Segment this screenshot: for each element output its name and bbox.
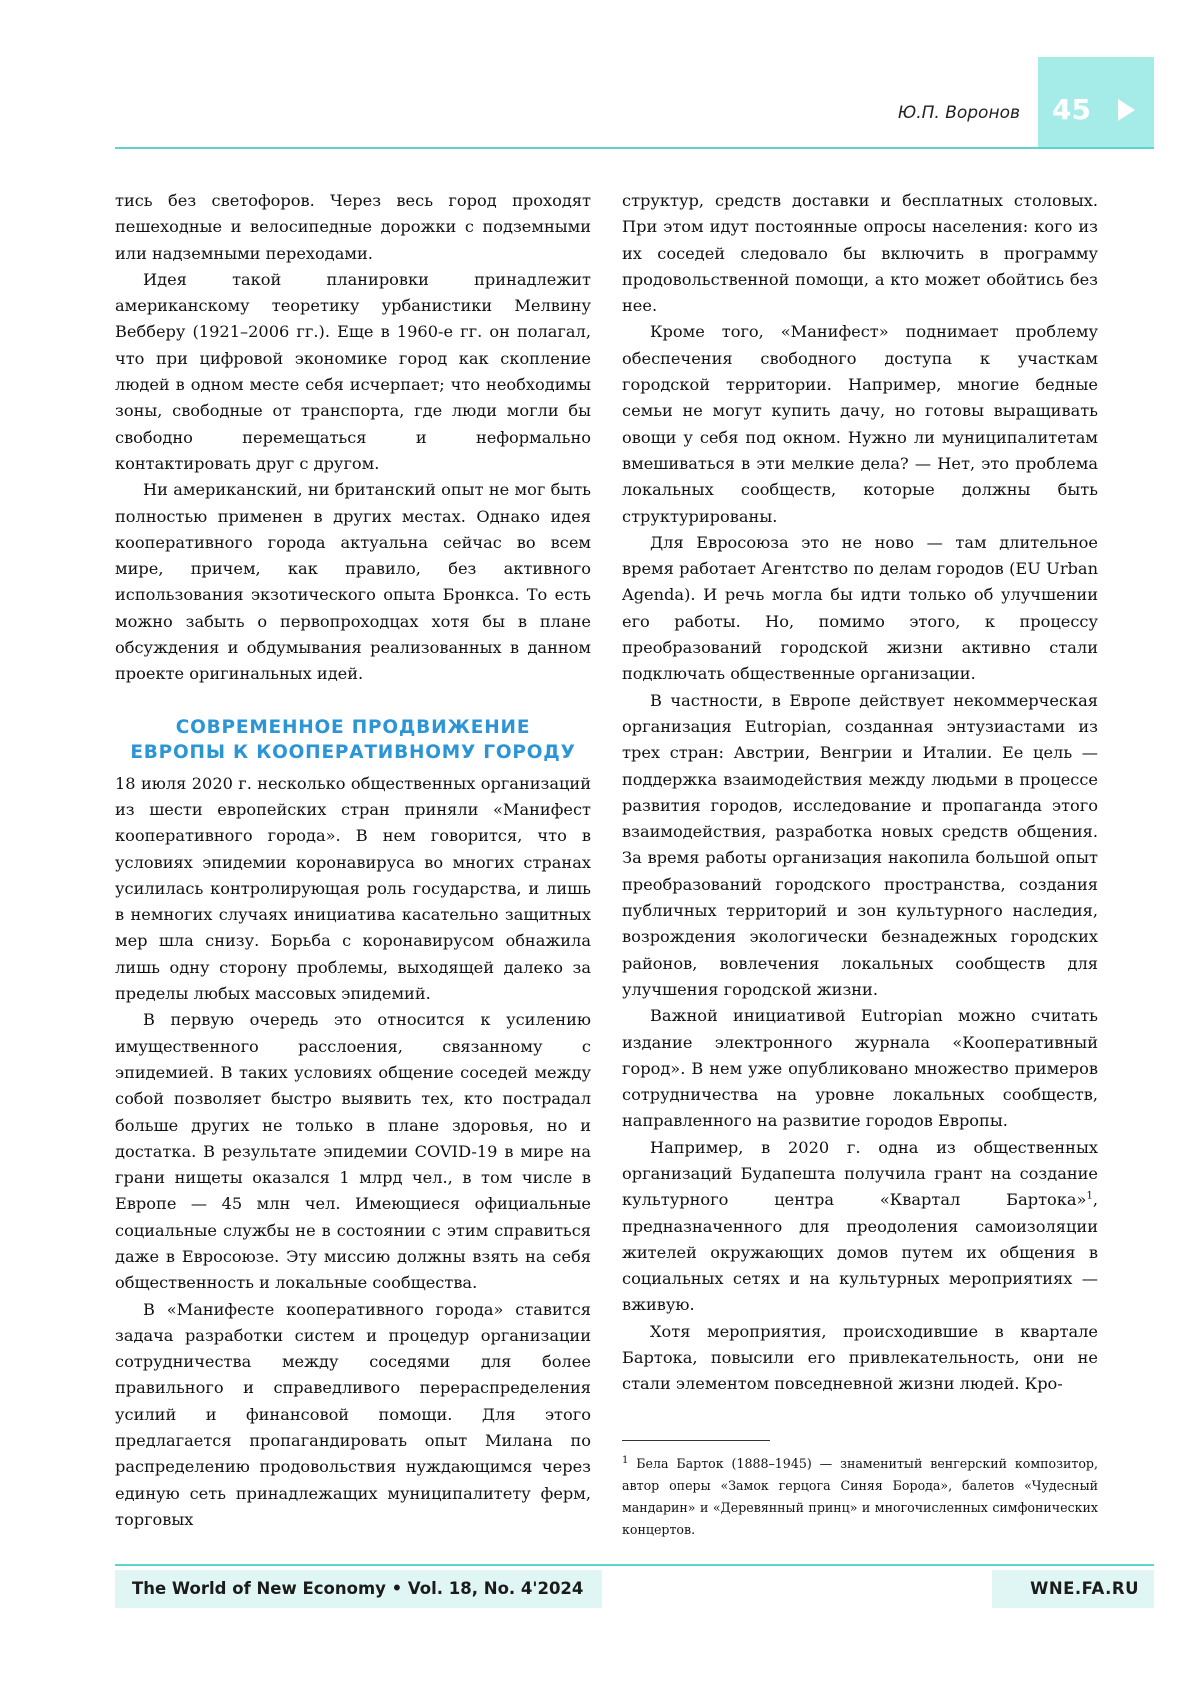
paragraph: тись без светофоров. Через весь город проходят пешеходные и велосипедные дорожки с подземными или надземными переходами. xyxy=(115,191,591,263)
paragraph: Важной инициативой Eutropian можно считать издание электронного журнала «Кооперативный город». В нем уже опубликовано множество примеров сотрудничества на уровне локальных сообществ, направленного на развитие городов Европы. xyxy=(622,1006,1098,1131)
page-number-box xyxy=(1038,57,1154,149)
paragraph: 18 июля 2020 г. несколько общественных организаций из шести европейских стран приняли «Манифест кооперативного города». В нем говорится, что в условиях эпидемии коронавируса во многих странах усилилась контролирующая роль государства, и лишь в немногих случаях инициатива касательно защитных мер шла снизу. Борьба с коронавирусом обнажила лишь одну сторону проблемы, выходящей далеко за пределы любых массовых эпидемий. xyxy=(115,773,591,1004)
footnote-divider xyxy=(622,1440,770,1441)
page-footer xyxy=(115,1564,1154,1608)
left-column xyxy=(115,188,591,1533)
paragraph: Хотя мероприятия, происходившие в квартале Бартока, повысили его привлекательность, они не стали элементом повседневной жизни людей. Кро- xyxy=(622,1321,1098,1394)
paragraph: структур, средств доставки и бесплатных столовых. При этом идут постоянные опросы населения: кого из их соседей следовало бы включить в программу продовольственной помощи, а кто может обойтись без нее. xyxy=(622,191,1098,316)
paragraph: Идея такой планировки принадлежит американскому теоретику урбанистики Мелвину Вебберу (1921–2006 гг.). Еще в 1960-е гг. он полагал, что при цифровой экономике город как скопление людей в одном месте себя исчерпает; что необходимы зоны, свободные от транспорта, где люди могли бы свободно перемещаться и неформально контактировать друг с другом. xyxy=(115,269,591,473)
arrow-right-icon xyxy=(1118,99,1135,121)
running-head-author: Ю.П. Воронов xyxy=(897,103,1020,123)
paragraph: Кроме того, «Манифест» поднимает проблему обеспечения свободного доступа к участкам городской территории. Например, многие бедные семьи не могут купить дачу, но готовы выращивать овощи у себя под окном. Нужно ли муниципалитетам вмешиваться в эти мелкие дела? — Нет, это проблема локальных сообществ, которые должны быть структурированы. xyxy=(622,322,1098,526)
page-header xyxy=(115,57,1154,149)
section-heading-line-2: ЕВРОПЫ К КООПЕРАТИВНОМУ ГОРОДУ xyxy=(130,741,576,763)
paragraph: В «Манифесте кооперативного города» ставится задача разработки систем и процедур организации сотрудничества между соседями для более правильного и справедливого перераспределения усилий и финансовой помощи. Для этого предлагается пропагандировать опыт Милана по распределению продовольствия нуждающимся через единую сеть принадлежащих муниципалитету ферм, торговых xyxy=(115,1299,591,1529)
journal-citation: The World of New Economy • Vol. 18, No. 4'2024 xyxy=(132,1579,584,1598)
journal-citation-box xyxy=(115,1570,602,1608)
website-link[interactable]: WNE.FA.RU xyxy=(1030,1579,1139,1598)
footnote-reference[interactable]: 1 xyxy=(1086,1190,1093,1202)
paragraph: Ни американский, ни британский опыт не мог быть полностью применен в других местах. Однако идея кооперативного города актуальна сейчас во всем мире, причем, как правило, без активного использования экзотического опыта Бронкса. То есть можно забыть о первопроходцах хотя бы в плане обсуждения и обдумывания реализованных в данном проекте оригинальных идей. xyxy=(115,480,591,684)
website-box xyxy=(992,1570,1154,1608)
paragraph-text: Например, в 2020 г. одна из общественных организаций Будапешта получила грант на создание культурного центра «Квартал Бартока» xyxy=(622,1137,1098,1210)
footnote-text: Бела Барток (1888–1945) — знаменитый венгерский композитор, автор оперы «Замок герцога Синяя Борода», балетов «Чудесный мандарин» и «Деревянный принц» и многочисленных симфонических концертов. xyxy=(622,1455,1098,1537)
right-column xyxy=(622,188,1098,1541)
paragraph: Для Евросоюза это не ново — там длительное время работает Агентство по делам городов (EU Urban Agenda). И речь могла бы идти только об улучшении его работы. Но, помимо этого, к процессу преобразований городской жизни активно стали подключать общественные организации. xyxy=(622,532,1098,684)
page-number: 45 xyxy=(1052,93,1091,126)
footnote-mark: 1 xyxy=(622,1454,629,1466)
footnote xyxy=(622,1453,1098,1541)
paragraph: В частности, в Европе действует некоммерческая организация Eutropian, созданная энтузиастами из трех стран: Австрии, Венгрии и Италии. Ее цель — поддержка взаимодействия между людьми в процессе развития городов, исследование и пропаганда этого взаимодействия, разработка новых средств общения. За время работы организация накопила большой опыт преобразований городского пространства, создания публичных территорий и зон культурного наследия, возрождения экологически безнадежных городских районов, вовлечения локальных сообществ для улучшения городской жизни. xyxy=(622,690,1098,999)
paragraph-text: , предназначенного для преодоления самоизоляции жителей окружающих домов путем их общения в социальных сетях и на культурных мероприятиях — вживую. xyxy=(622,1190,1098,1315)
section-heading xyxy=(115,715,591,765)
footer-rule xyxy=(115,1564,1154,1566)
header-rule xyxy=(115,147,1154,149)
section-heading-line-1: СОВРЕМЕННОЕ ПРОДВИЖЕНИЕ xyxy=(175,716,531,738)
paragraph xyxy=(622,1135,1098,1319)
paragraph: В первую очередь это относится к усилению имущественного расслоения, связанному с эпидемией. В таких условиях общение соседей между собой позволяет быстро выявить тех, кто пострадал больше других не только в плане здоровья, но и достатка. В результате эпидемии COVID-19 в мире на грани нищеты оказался 1 млрд чел., в том числе в Европе — 45 млн чел. Имеющиеся официальные социальные службы не в состоянии с этим справиться даже в Евросоюзе. Эту миссию должны взять на себя общественность и локальные сообщества. xyxy=(115,1010,591,1293)
